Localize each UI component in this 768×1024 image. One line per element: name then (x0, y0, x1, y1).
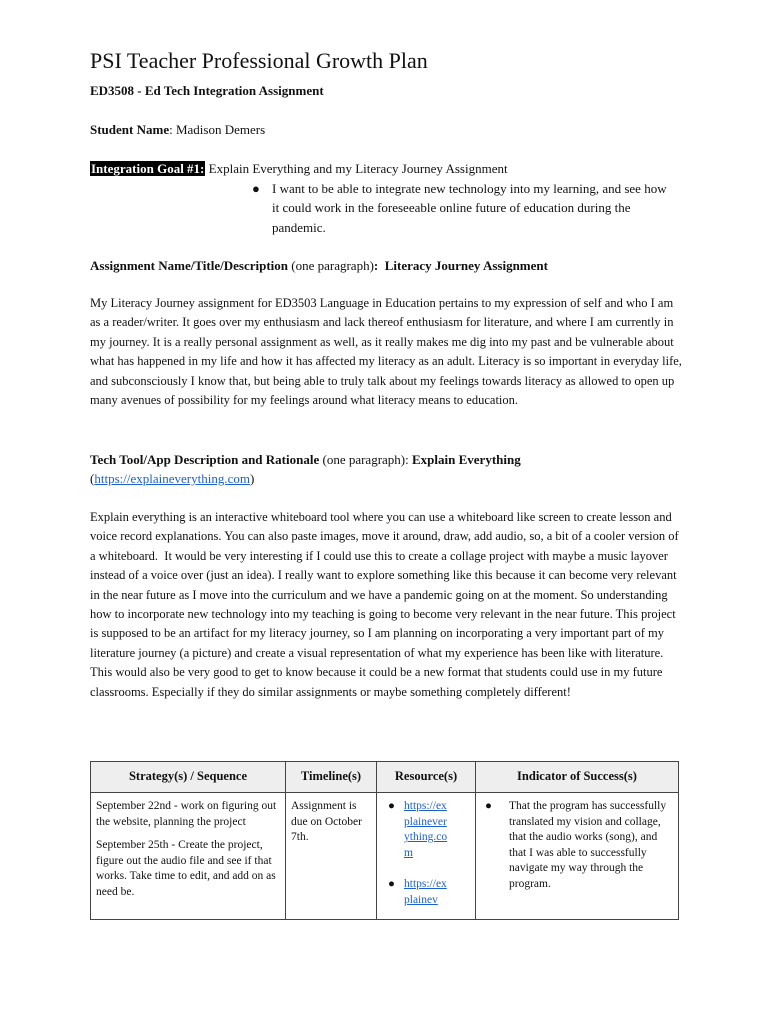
table-header-resources: Resource(s) (377, 762, 476, 793)
assignment-heading-colon: : (373, 258, 379, 273)
student-name-value: Madison Demers (175, 122, 266, 137)
assignment-heading-line (90, 256, 548, 275)
resources-cell (377, 793, 476, 920)
integration-goal-label: Integration Goal #1: (91, 161, 205, 176)
student-name-label: Student Name (90, 122, 170, 137)
list-item (481, 799, 673, 892)
table-header-strategy: Strategy(s) / Sequence (91, 762, 286, 793)
list-item (382, 877, 470, 908)
student-name-separator: : (169, 122, 176, 137)
list-item (382, 799, 470, 861)
tool-paragraph: Explain everything is an interactive whiteboard tool where you can use a whiteboard like screen to create lesson and voice record explanations. You can also paste images, move it around, draw, add audio, so, a bit of a cooler version of a whiteboard. It would be very interesting if I could use this to create a collage project with maybe a music layover instead of a voice over (just an idea). I really want to explore something like this because it can become very relevant in the near future as I move into the curriculum and we have a pandemic going on at the moment. So understanding how to incorporate new technology into my teaching is going to become very relevant in the near future. This project is supposed to be an artifact for my literacy journey, so I am planning on incorporating a very important part of my literature journey (a picture) and create a visual representation of what my experience has been like with literature. This would also be very good to get to know because it could be a new format that students could use in my future classrooms. Especially if they do similar assignments or maybe something completely different! (90, 510, 682, 699)
indicator-list (481, 799, 673, 892)
student-name-line (90, 120, 265, 139)
timeline-cell (286, 793, 377, 920)
bullet-icon: ● (485, 800, 492, 812)
integration-goal-line (90, 159, 508, 178)
assignment-heading: Assignment Name/Title/Description (90, 258, 288, 273)
tool-link[interactable]: https://explaineverything.com (94, 471, 250, 486)
resources-list (382, 799, 470, 908)
resource-link-2[interactable]: https://explainev (404, 878, 447, 906)
assignment-paragraph: My Literacy Journey assignment for ED3503 Language in Education pertains to my expression of self and who I am as a reader/writer. It goes over my enthusiasm and lack thereof enthusiasm for literature, and where I am currently in my journey. It is a really personal assignment as well, as it really makes me dig into my past and be vulnerable about what has happened in my life and how it has affected my literacy as an adult. Literacy is so important in everyday life, and subconsciously I know that, but being able to truly talk about my feelings towards literacy as allowed to open up many avenues of possibility for my feelings around what literacy means to education. (90, 296, 682, 408)
bullet-icon: ● (388, 878, 395, 890)
strategy-cell (91, 793, 286, 920)
strategy-step-2: September 25th - Create the project, figure out the audio file and see if that works. Take time to edit, and add on as need be. (96, 839, 276, 898)
table-header-indicator: Indicator of Success(s) (476, 762, 679, 793)
document-title: PSI Teacher Professional Growth Plan (90, 48, 428, 73)
growth-plan-table (90, 761, 679, 920)
bullet-icon: ● (388, 800, 395, 812)
bullet-icon: ● (252, 181, 260, 196)
tool-heading-note: (one paragraph): (319, 452, 412, 467)
tool-name: Explain Everything (412, 452, 521, 467)
table-header-row (91, 762, 679, 793)
tool-heading-line (90, 450, 521, 469)
course-heading: ED3508 - Ed Tech Integration Assignment (90, 83, 324, 98)
table-row (91, 793, 679, 920)
tool-link-open-paren: ( (90, 471, 95, 486)
tool-link-close-paren: ) (249, 471, 255, 486)
integration-goal-text: Explain Everything and my Literacy Journey Assignment (205, 161, 508, 176)
strategy-step-1: September 22nd - work on figuring out the website, planning the project (96, 800, 277, 828)
tool-heading: Tech Tool/App Description and Rationale (90, 452, 320, 467)
indicator-cell (476, 793, 679, 920)
integration-goal-bullet-text: I want to be able to integrate new technology into my learning, and see how it could work in the foreseeable online future of education during the pandemic. (272, 181, 667, 235)
timeline-text: Assignment is due on October 7th. (291, 800, 362, 843)
resource-link-1[interactable]: https://explaineverything.com (404, 800, 448, 859)
indicator-text: That the program has successfully translated my vision and collage, that the audio works (song), and that I was able to successfully navigate my way through the program. (509, 800, 667, 890)
assignment-heading-note: (one paragraph) (288, 258, 374, 273)
assignment-name: Literacy Journey Assignment (378, 258, 548, 273)
tool-link-line (90, 469, 254, 488)
table-header-timeline: Timeline(s) (286, 762, 377, 793)
